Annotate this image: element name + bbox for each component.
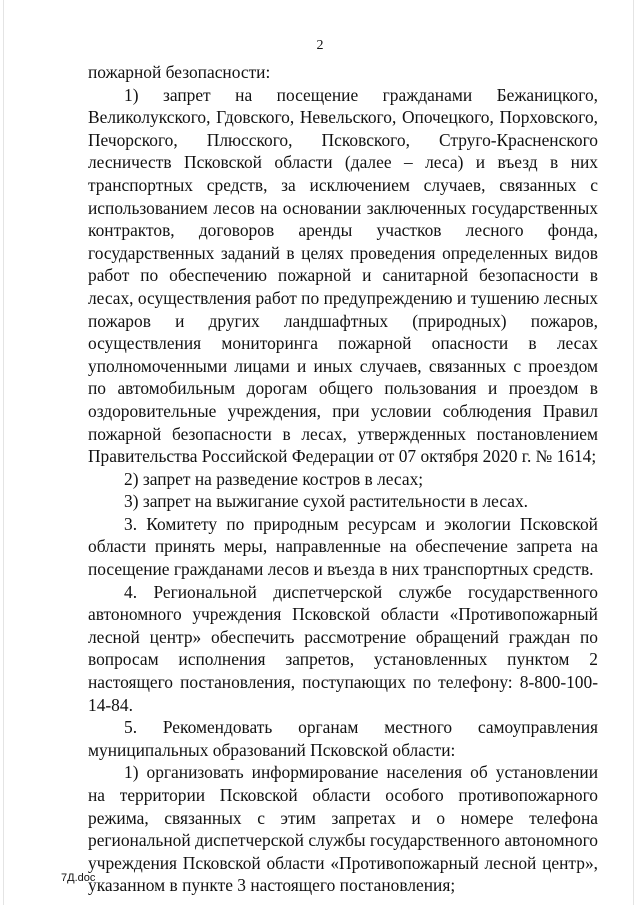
paragraph-item-5: 5. Рекомендовать органам местного самоуправления муниципальных образований Псковской области: — [88, 717, 598, 760]
paragraph-ban-forest-visits: 1) запрет на посещение гражданами Бежаницкого, Великолукского, Гдовского, Невельского, Опочецкого, Порховского, Печорского, Плюсского, Псковского, Струго-Красненского лесничеств Псковской области (далее – леса) и въезд в них транспортных средств, за исключением случаев, связанных с использованием лесов на основании заключенных государственных контрактов, договоров аренды участков лесного фонда, государственных заданий в целях проведения определенных видов работ по обеспечению пожарной и санитарной безопасности в лесах, осуществления работ по предупреждению и тушению лесных пожаров и других ландшафтных (природных) пожаров, осуществления мониторинга пожарной опасности в лесах уполномоченными лицами и иных случаев, связанных с проездом по автомобильным дорогам общего пользования и проездом в оздоровительные учреждения, при условии соблюдения Правил пожарной безопасности в лесах, утвержденных постановлением Правительства Российской Федерации от 07 октября 2020 г. № 1614; — [88, 84, 598, 467]
paragraph-item-4: 4. Региональной диспетчерской службе государственного автономного учреждения Псковской области «Противопожарный лесной центр» обеспечить рассмотрение обращений граждан по вопросам исполнения запретов, установленных пунктом 2 настоящего постановления, поступающих по телефону: 8-800-100-14-84. — [88, 581, 598, 715]
paragraph-ban-burning: 3) запрет на выжигание сухой растительности в лесах. — [124, 491, 529, 512]
document-body — [88, 61, 598, 897]
paragraph-continuation: пожарной безопасности: — [88, 62, 271, 82]
footer-filename: 7Д.doc — [61, 872, 96, 884]
scan-edge-right — [633, 0, 634, 905]
paragraph-ban-campfires: 2) запрет на разведение костров в лесах; — [124, 468, 424, 489]
paragraph-item-5-1: 1) организовать информирование населения об установлении на территории Псковской области особого противопожарного режима, связанных с этим запретах и о номере телефона региональной диспетчерской службы государственного автономного учреждения Псковской области «Противопожарный лесной центр», указанном в пункте 3 настоящего постановления; — [88, 762, 598, 896]
scan-edge-left — [3, 0, 4, 905]
page-number: 2 — [316, 38, 324, 53]
paragraph-item-3: 3. Комитету по природным ресурсам и экологии Псковской области принять меры, направленные на обеспечение запрета на посещение гражданами лесов и въезда в них транспортных средств. — [88, 513, 598, 580]
